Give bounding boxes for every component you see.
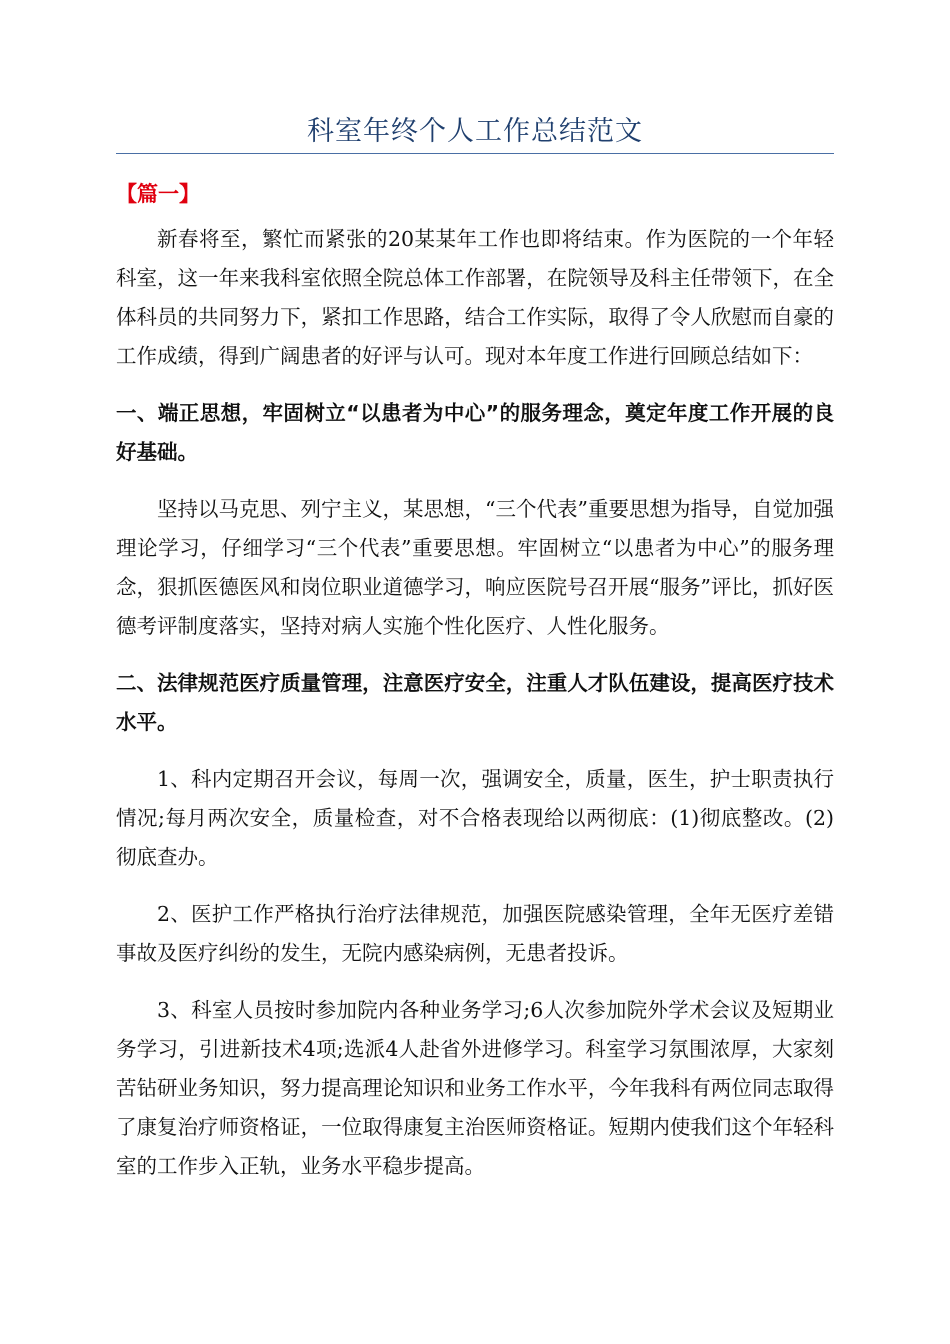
document-body	[116, 220, 834, 1204]
list-item-1: 1、科内定期召开会议，每周一次，强调安全，质量，医生，护士职责执行情况;每月两次安全，质量检查，对不合格表现给以两彻底：(1)彻底整改。(2)彻底查办。	[116, 767, 834, 869]
list-item-3: 3、科室人员按时参加院内各种业务学习;6人次参加院外学术会议及短期业务学习，引进新技术4项;选派4人赴省外进修学习。科室学习氛围浓厚，大家刻苦钻研业务知识，努力提高理论知识和业务工作水平，今年我科有两位同志取得了康复治疗师资格证，一位取得康复主治医师资格证。短期内使我们这个年轻科室的工作步入正轨，业务水平稳步提高。	[116, 998, 834, 1178]
section-label: 【篇一】	[116, 182, 200, 206]
section-heading-2: 二、法律规范医疗质量管理，注意医疗安全，注重人才队伍建设，提高医疗技术水平。	[116, 671, 834, 734]
paragraph-1: 坚持以马克思、列宁主义，某思想，“三个代表”重要思想为指导，自觉加强理论学习，仔细学习“三个代表”重要思想。牢固树立“以患者为中心”的服务理念，狠抓医德医风和岗位职业道德学习，响应医院号召开展“服务”评比，抓好医德考评制度落实，坚持对病人实施个性化医疗、人性化服务。	[116, 497, 834, 638]
intro-paragraph: 新春将至，繁忙而紧张的20某某年工作也即将结束。作为医院的一个年轻科室，这一年来我科室依照全院总体工作部署，在院领导及科主任带领下，在全体科员的共同努力下，紧扣工作思路，结合工作实际，取得了令人欣慰而自豪的工作成绩，得到广阔患者的好评与认可。现对本年度工作进行回顾总结如下：	[116, 227, 834, 368]
title-underline	[116, 153, 834, 154]
list-item-2: 2、医护工作严格执行治疗法律规范，加强医院感染管理，全年无医疗差错事故及医疗纠纷的发生，无院内感染病例，无患者投诉。	[116, 902, 834, 965]
document-title: 科室年终个人工作总结范文	[307, 116, 643, 147]
section-heading-1: 一、端正思想，牢固树立“以患者为中心”的服务理念，奠定年度工作开展的良好基础。	[116, 401, 834, 464]
